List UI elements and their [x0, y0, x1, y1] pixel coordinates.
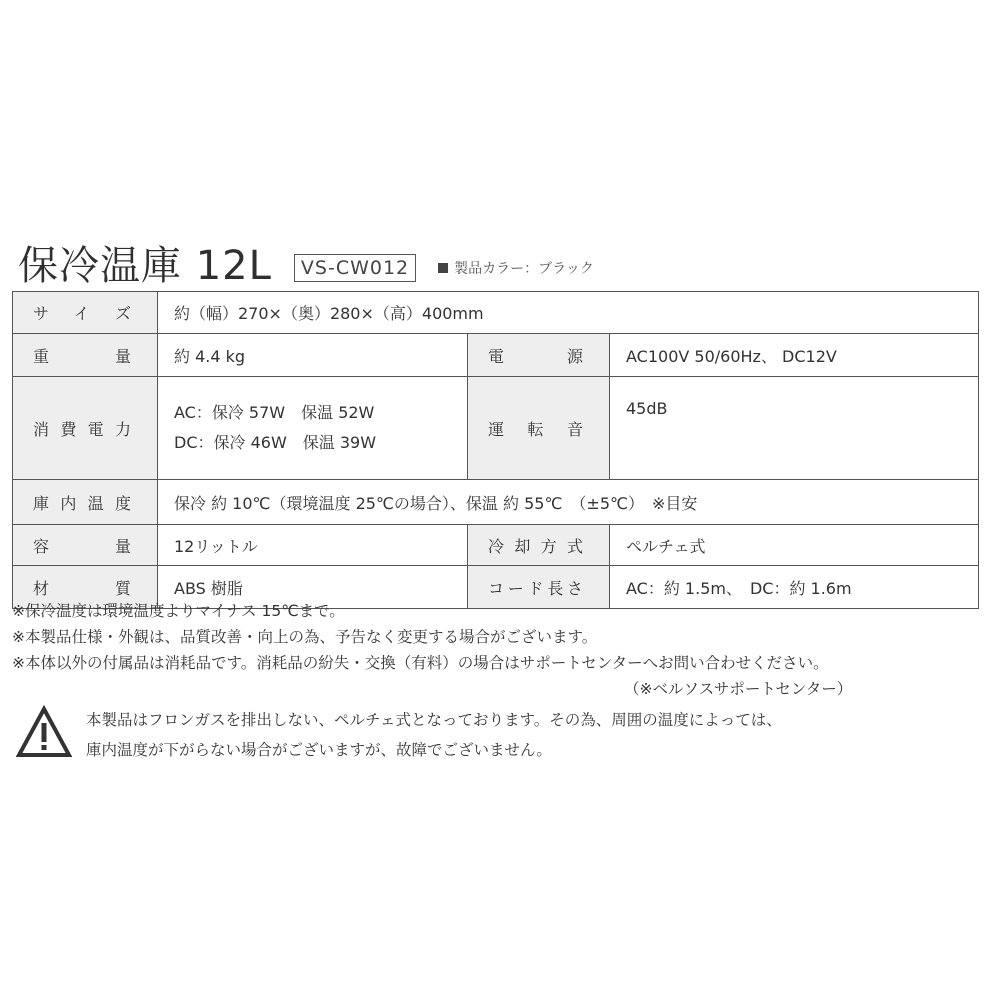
- warning-line: 本製品はフロンガスを排出しない、ペルチェ式となっております。その為、周囲の温度によっては、: [86, 711, 782, 729]
- color-note-text: 製品カラー：ブラック: [454, 261, 594, 277]
- spec-row-power-consumption: [13, 377, 979, 480]
- spec-table: [12, 291, 979, 609]
- spec-label-material: 材質: [13, 566, 158, 609]
- model-number-box: VS-CW012: [294, 254, 416, 282]
- spec-label-inner-temp: 庫内温度: [13, 480, 158, 525]
- spec-label-noise: 運転音: [468, 377, 610, 480]
- spec-value-noise: 45dB: [610, 377, 979, 480]
- spec-value-size: 約（幅）270×（奥）280×（高）400mm: [158, 292, 979, 334]
- spec-value-power-dc: DC：保冷 46W 保温 39W: [174, 433, 377, 452]
- warning-block: [16, 705, 782, 765]
- spec-row-weight: [13, 334, 979, 377]
- spec-label-cord: コード長さ: [468, 566, 610, 609]
- note-item: ※本製品仕様・外観は、品質改善・向上の為、予告なく変更する場合がございます。: [12, 628, 598, 646]
- spec-row-capacity: [13, 525, 979, 566]
- square-bullet-icon: [438, 263, 448, 273]
- page-title: 保冷温庫 12L: [18, 243, 272, 289]
- spec-value-capacity: 12リットル: [158, 525, 468, 566]
- note-item: （※ベルソスサポートセンター）: [624, 680, 853, 698]
- warning-line: 庫内温度が下がらない場合がございますが、故障でございません。: [86, 741, 552, 759]
- notes-section: [12, 598, 996, 702]
- spec-label-power-source: 電源: [468, 334, 610, 377]
- warning-text: [86, 705, 782, 765]
- spec-label-capacity: 容量: [13, 525, 158, 566]
- spec-value-cord: AC：約 1.5m、 DC：約 1.6m: [610, 566, 979, 609]
- note-item: ※本体以外の付属品は消耗品です。消耗品の紛失・交換（有料）の場合はサポートセンターへお問い合わせください。: [12, 654, 829, 672]
- spec-value-weight: 約 4.4 kg: [158, 334, 468, 377]
- spec-label-power-consumption: 消費電力: [13, 377, 158, 480]
- spec-value-power-ac: AC：保冷 57W 保温 52W: [174, 403, 375, 422]
- warning-triangle-icon: [16, 705, 72, 759]
- spec-value-power-source: AC100V 50/60Hz、 DC12V: [610, 334, 979, 377]
- color-note: [438, 258, 594, 278]
- note-item: ※保冷温度は環境温度よりマイナス 15℃まで。: [12, 602, 345, 620]
- spec-label-size: サイズ: [13, 292, 158, 334]
- title-row: [18, 238, 594, 288]
- spec-value-cooling: ペルチェ式: [610, 525, 979, 566]
- spec-value-inner-temp: 保冷 約 10℃（環境温度 25℃の場合）、保温 約 55℃ （±5℃） ※目安: [158, 480, 979, 525]
- spec-label-cooling: 冷却方式: [468, 525, 610, 566]
- spec-value-power-consumption: [158, 377, 468, 480]
- spec-row-inner-temp: [13, 480, 979, 525]
- spec-label-weight: 重量: [13, 334, 158, 377]
- spec-row-size: [13, 292, 979, 334]
- spec-value-material: ABS 樹脂: [158, 566, 468, 609]
